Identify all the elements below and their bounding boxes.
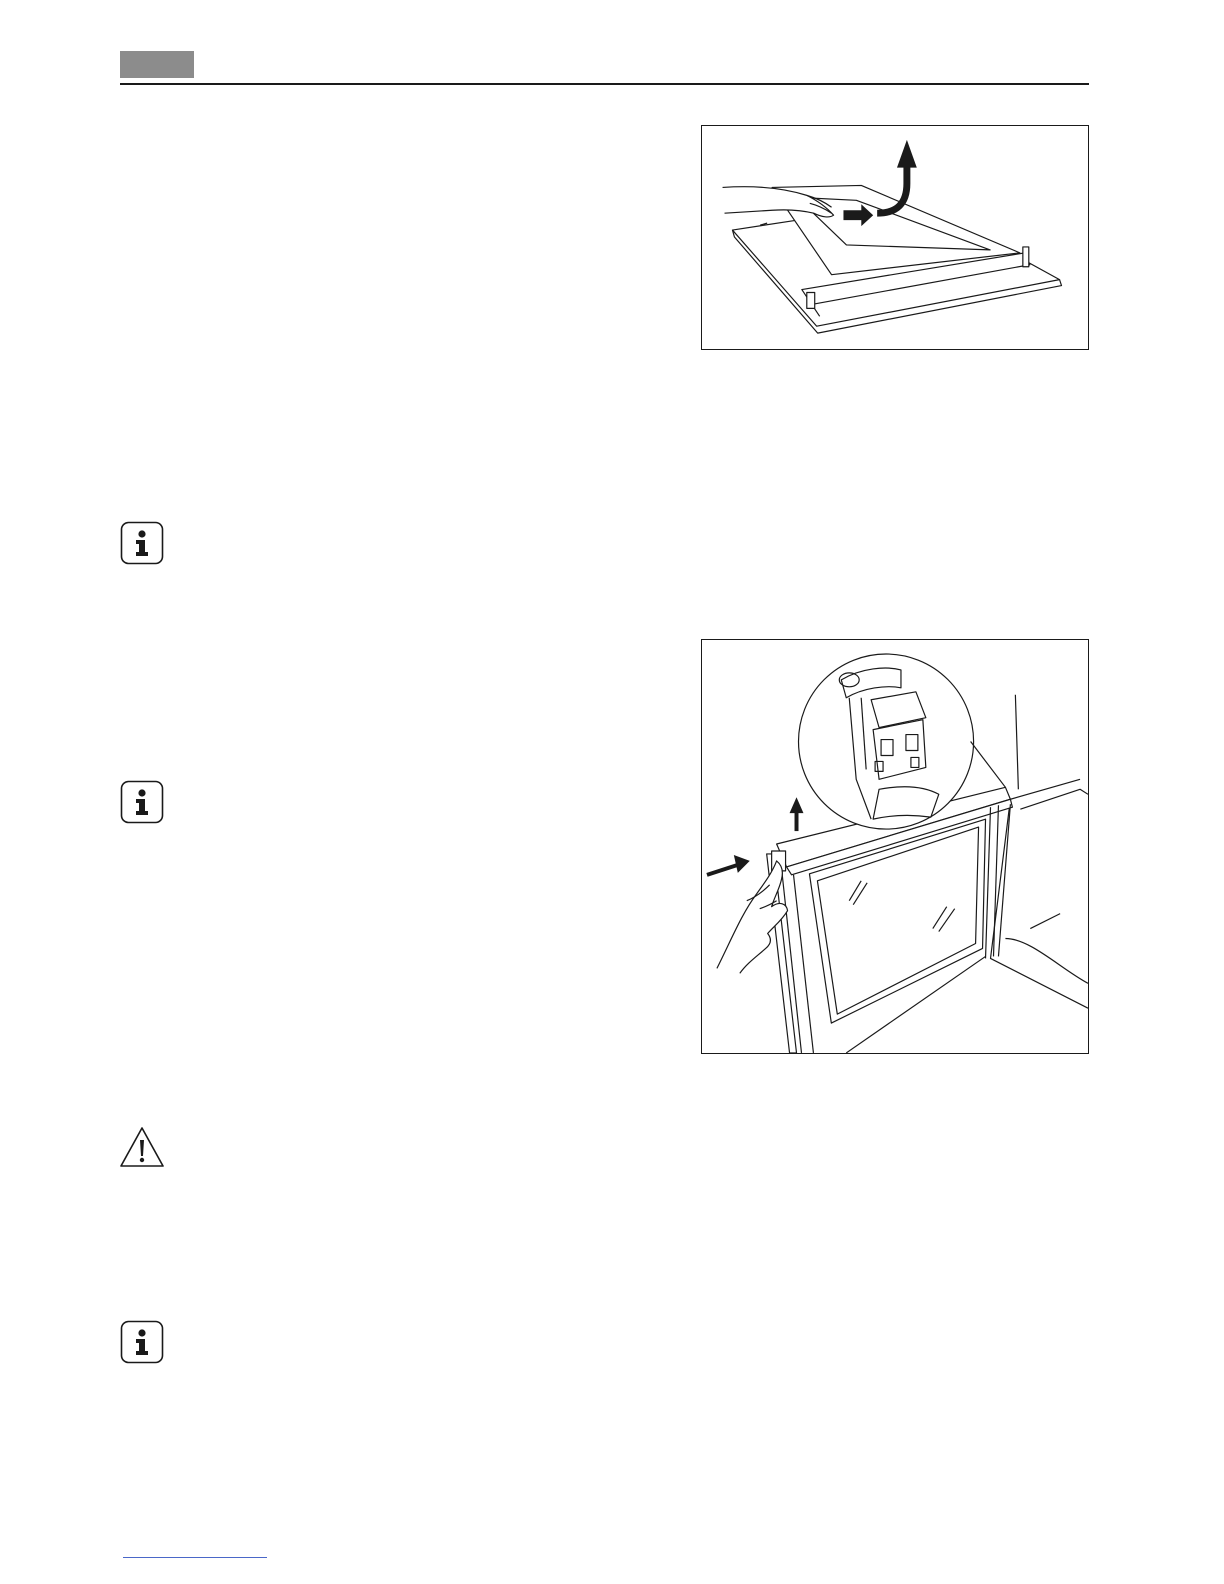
info-icon: [120, 1320, 164, 1364]
glass-panel-removal-figure: [701, 125, 1089, 350]
glass-panel-removal-illustration: [702, 126, 1088, 349]
info-icon: [120, 521, 164, 565]
door-trim-release-illustration: [702, 640, 1088, 1053]
footer-link-underline[interactable]: [123, 1557, 267, 1558]
warning-triangle-icon: [119, 1125, 165, 1169]
door-trim-release-figure: [701, 639, 1089, 1054]
header-rule: [120, 83, 1089, 85]
section-tab: [120, 51, 194, 78]
info-icon: [120, 780, 164, 824]
